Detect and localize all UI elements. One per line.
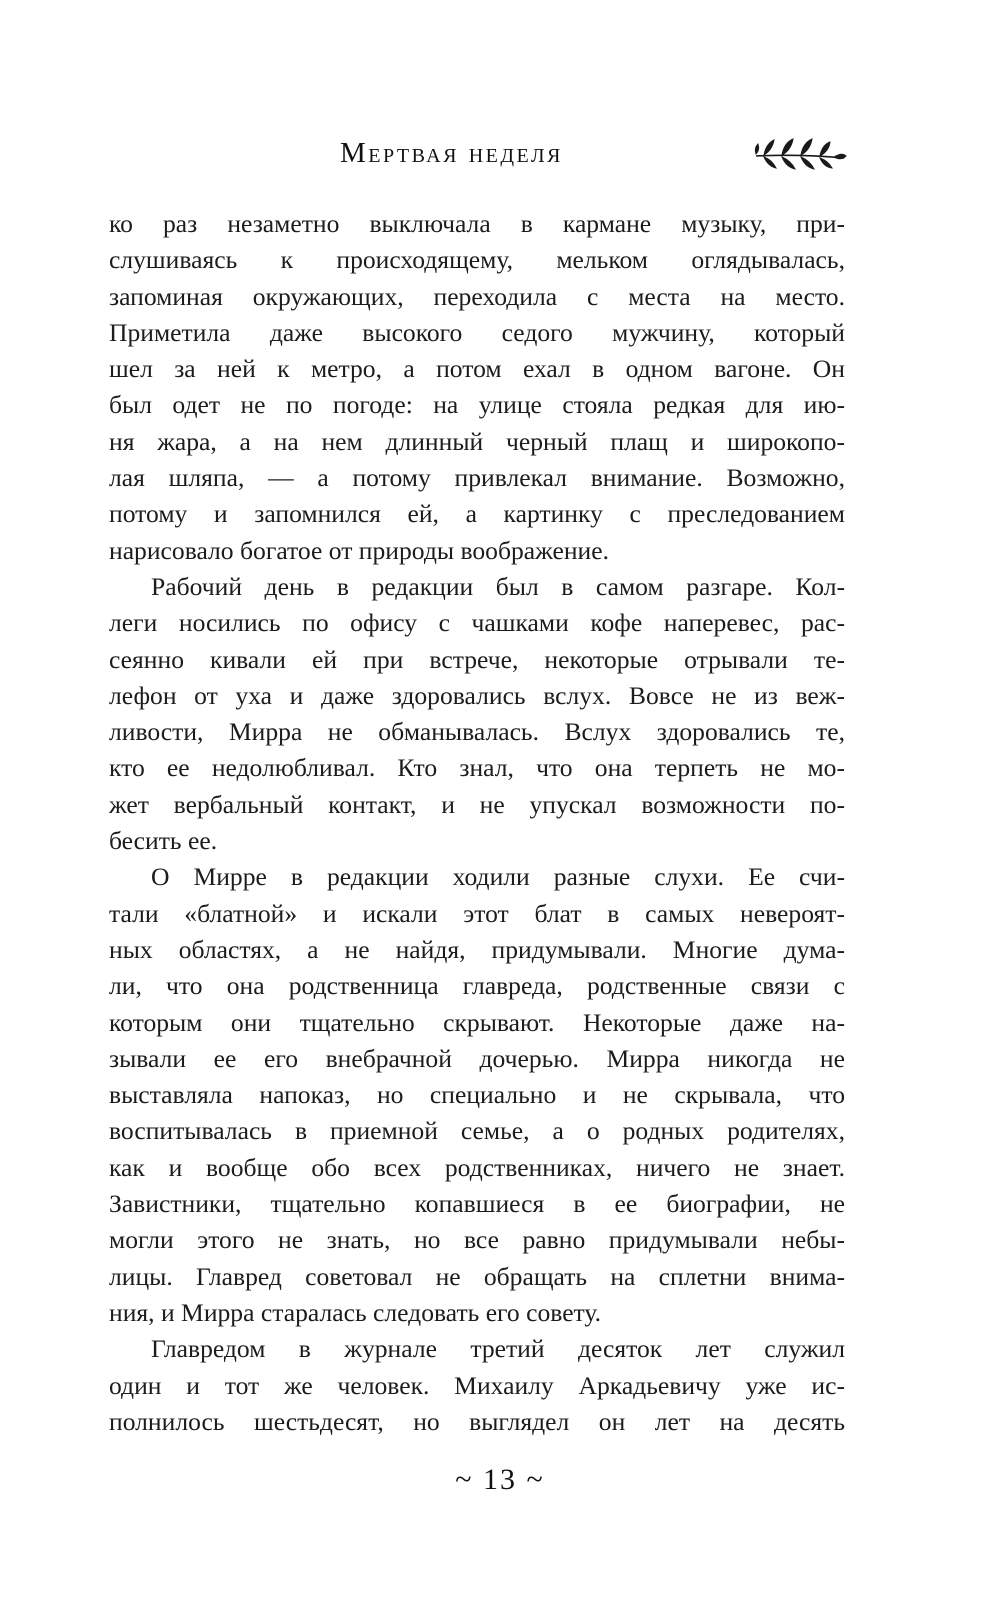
text-line: бесить ее. [109, 826, 218, 856]
text-line: Рабочий день в редакции был в самом разгаре. Кол- [151, 571, 845, 601]
text-line: тали «блатной» и искали этот блат в самых невероят- [109, 898, 845, 928]
page-number: ~ 13 ~ [455, 1463, 545, 1496]
text-line: жет вербальный контакт, и не упускал возможности по- [109, 789, 845, 819]
text-line: Главредом в журнале третий десяток лет служил [151, 1334, 845, 1364]
laurel-branch-icon [752, 134, 848, 176]
text-line: выставляла напоказ, но специально и не скрывала, что [109, 1080, 845, 1110]
text-line: могли этого не знать, но все равно придумывали небы- [109, 1225, 845, 1255]
text-line: ных областях, а не найдя, придумывали. Многие дума- [109, 934, 845, 964]
text-line: как и вообще обо всех родственниках, ничего не знает. [109, 1152, 845, 1182]
text-line: ня жара, а на нем длинный черный плащ и широкопо- [109, 426, 845, 456]
text-line: ко раз незаметно выключала в кармане музыку, при- [109, 209, 845, 238]
text-line: леги носились по офису с чашками кофе наперевес, рас- [109, 608, 845, 638]
text-line: Завистники, тщательно копавшиеся в ее биографии, не [109, 1189, 845, 1219]
text-line: один и тот же человек. Михаилу Аркадьевичу уже ис- [109, 1370, 845, 1400]
text-line: шел за ней к метро, а потом ехал в одном вагоне. Он [109, 354, 845, 384]
text-line: лефон от уха и даже здоровались вслух. Вовсе не из веж- [109, 680, 845, 710]
text-line: лая шляпа, — а потому привлекал внимание. Возможно, [109, 463, 845, 493]
text-line: воспитывалась в приемной семье, а о родных родителях, [109, 1116, 845, 1146]
text-line: кто ее недолюбливал. Кто знал, что она терпеть не мо- [109, 753, 845, 783]
running-header-title: Мертвая неделя [340, 137, 563, 169]
text-line: сеянно кивали ей при встрече, некоторые отрывали те- [109, 644, 845, 674]
text-line: нарисовало богатое от природы воображение. [109, 535, 609, 565]
text-line: которым они тщательно скрывают. Некоторые даже на- [109, 1007, 845, 1037]
body-text [109, 206, 845, 1440]
text-line: лицы. Главред советовал не обращать на сплетни внима- [109, 1261, 845, 1291]
text-line: запоминая окружающих, переходила с места на место. [109, 281, 845, 311]
text-line: полнилось шестьдесят, но выглядел он лет на десять [109, 1406, 845, 1436]
text-line: слушиваясь к происходящему, мельком оглядывалась, [109, 245, 845, 275]
text-line: О Мирре в редакции ходили разные слухи. Ее счи- [151, 862, 845, 892]
text-line: ливости, Мирра не обманывалась. Вслух здоровались те, [109, 717, 845, 747]
text-line: Приметила даже высокого седого мужчину, который [109, 317, 845, 347]
text-line: зывали ее его внебрачной дочерью. Мирра никогда не [109, 1043, 845, 1073]
text-line: был одет не по погоде: на улице стояла редкая для ию- [109, 390, 845, 420]
text-line: ли, что она родственница главреда, родственные связи с [109, 971, 845, 1001]
text-line: потому и запомнился ей, а картинку с преследованием [109, 499, 845, 529]
text-line: ния, и Мирра старалась следовать его совету. [109, 1297, 602, 1327]
